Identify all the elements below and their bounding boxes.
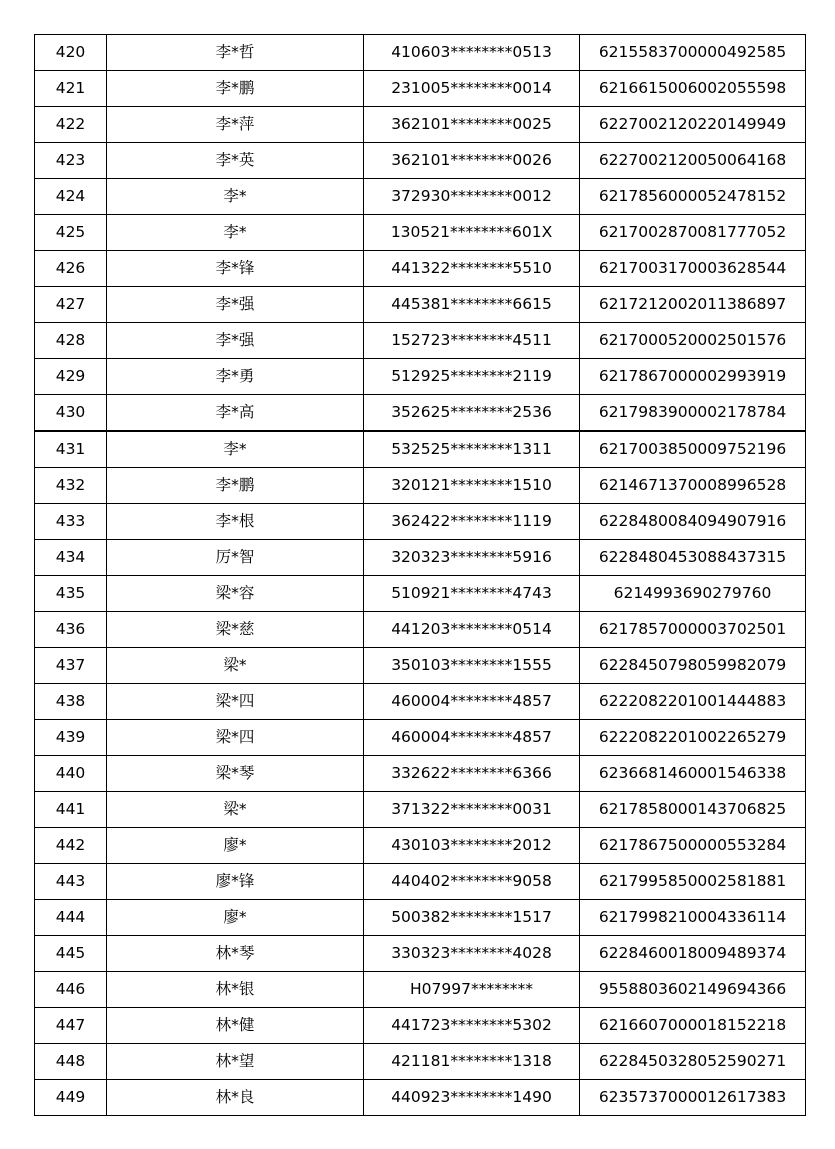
- account-number-cell: 6217003850009752196: [580, 431, 806, 468]
- row-number-cell: 437: [35, 648, 107, 684]
- table-row: [35, 395, 806, 432]
- id-number-cell: 510921********4743: [364, 576, 580, 612]
- account-number-cell: 6222082201002265279: [580, 720, 806, 756]
- id-number-cell: 460004********4857: [364, 684, 580, 720]
- account-number-cell: 6217857000003702501: [580, 612, 806, 648]
- name-cell: 梁*: [107, 648, 364, 684]
- table-row: [35, 323, 806, 359]
- table-row: [35, 792, 806, 828]
- id-number-cell: 512925********2119: [364, 359, 580, 395]
- id-number-cell: 350103********1555: [364, 648, 580, 684]
- id-number-cell: 460004********4857: [364, 720, 580, 756]
- id-number-cell: 445381********6615: [364, 287, 580, 323]
- table-row: [35, 648, 806, 684]
- row-number-cell: 423: [35, 143, 107, 179]
- table-row: [35, 612, 806, 648]
- row-number-cell: 433: [35, 504, 107, 540]
- id-number-cell: 332622********6366: [364, 756, 580, 792]
- id-number-cell: 441723********5302: [364, 1008, 580, 1044]
- row-number-cell: 422: [35, 107, 107, 143]
- id-number-cell: 441203********0514: [364, 612, 580, 648]
- id-number-cell: 362101********0026: [364, 143, 580, 179]
- table-row: [35, 179, 806, 215]
- name-cell: 李*根: [107, 504, 364, 540]
- account-number-cell: 6228450798059982079: [580, 648, 806, 684]
- id-number-cell: H07997********: [364, 972, 580, 1008]
- name-cell: 厉*智: [107, 540, 364, 576]
- name-cell: 李*高: [107, 395, 364, 432]
- account-number-cell: 6222082201001444883: [580, 684, 806, 720]
- account-number-cell: 6217856000052478152: [580, 179, 806, 215]
- account-number-cell: 6217998210004336114: [580, 900, 806, 936]
- table-row: [35, 1008, 806, 1044]
- account-number-cell: 6217995850002581881: [580, 864, 806, 900]
- table-row: [35, 720, 806, 756]
- row-number-cell: 428: [35, 323, 107, 359]
- row-number-cell: 447: [35, 1008, 107, 1044]
- account-number-cell: 6215583700000492585: [580, 35, 806, 71]
- row-number-cell: 441: [35, 792, 107, 828]
- row-number-cell: 436: [35, 612, 107, 648]
- id-number-cell: 421181********1318: [364, 1044, 580, 1080]
- name-cell: 梁*四: [107, 720, 364, 756]
- table-row: [35, 287, 806, 323]
- name-cell: 李*锋: [107, 251, 364, 287]
- table-row: [35, 251, 806, 287]
- id-number-cell: 430103********2012: [364, 828, 580, 864]
- account-number-cell: 6217858000143706825: [580, 792, 806, 828]
- name-cell: 李*鹏: [107, 71, 364, 107]
- name-cell: 李*勇: [107, 359, 364, 395]
- name-cell: 梁*: [107, 792, 364, 828]
- name-cell: 廖*: [107, 828, 364, 864]
- id-number-cell: 441322********5510: [364, 251, 580, 287]
- table-row: [35, 756, 806, 792]
- name-cell: 廖*: [107, 900, 364, 936]
- id-number-cell: 352625********2536: [364, 395, 580, 432]
- name-cell: 梁*容: [107, 576, 364, 612]
- row-number-cell: 438: [35, 684, 107, 720]
- row-number-cell: 424: [35, 179, 107, 215]
- table-row: [35, 215, 806, 251]
- row-number-cell: 420: [35, 35, 107, 71]
- table-row: [35, 576, 806, 612]
- account-number-cell: 6235737000012617383: [580, 1080, 806, 1116]
- account-number-cell: 6217983900002178784: [580, 395, 806, 432]
- table-row: [35, 684, 806, 720]
- row-number-cell: 446: [35, 972, 107, 1008]
- table-row: [35, 468, 806, 504]
- id-number-cell: 330323********4028: [364, 936, 580, 972]
- account-number-cell: 6217212002011386897: [580, 287, 806, 323]
- name-cell: 李*: [107, 431, 364, 468]
- table-row: [35, 540, 806, 576]
- id-number-cell: 320323********5916: [364, 540, 580, 576]
- row-number-cell: 427: [35, 287, 107, 323]
- account-number-cell: 6228460018009489374: [580, 936, 806, 972]
- id-number-cell: 130521********601X: [364, 215, 580, 251]
- table-row: [35, 864, 806, 900]
- row-number-cell: 425: [35, 215, 107, 251]
- table-row: [35, 936, 806, 972]
- account-number-cell: 6217867500000553284: [580, 828, 806, 864]
- account-number-cell: 6216615006002055598: [580, 71, 806, 107]
- account-number-cell: 6228480084094907916: [580, 504, 806, 540]
- name-cell: 林*望: [107, 1044, 364, 1080]
- name-cell: 李*哲: [107, 35, 364, 71]
- account-number-cell: 6228450328052590271: [580, 1044, 806, 1080]
- id-number-cell: 320121********1510: [364, 468, 580, 504]
- name-cell: 林*良: [107, 1080, 364, 1116]
- name-cell: 林*健: [107, 1008, 364, 1044]
- roster-table: [34, 34, 806, 1116]
- id-number-cell: 152723********4511: [364, 323, 580, 359]
- account-number-cell: 6217003170003628544: [580, 251, 806, 287]
- row-number-cell: 421: [35, 71, 107, 107]
- row-number-cell: 443: [35, 864, 107, 900]
- row-number-cell: 449: [35, 1080, 107, 1116]
- id-number-cell: 440402********9058: [364, 864, 580, 900]
- row-number-cell: 440: [35, 756, 107, 792]
- name-cell: 李*英: [107, 143, 364, 179]
- name-cell: 李*强: [107, 323, 364, 359]
- roster-table-body: [35, 35, 806, 1116]
- table-row: [35, 972, 806, 1008]
- row-number-cell: 432: [35, 468, 107, 504]
- row-number-cell: 431: [35, 431, 107, 468]
- account-number-cell: 6217867000002993919: [580, 359, 806, 395]
- name-cell: 廖*锋: [107, 864, 364, 900]
- id-number-cell: 410603********0513: [364, 35, 580, 71]
- account-number-cell: 9558803602149694366: [580, 972, 806, 1008]
- table-row: [35, 71, 806, 107]
- account-number-cell: 6228480453088437315: [580, 540, 806, 576]
- table-row: [35, 35, 806, 71]
- account-number-cell: 6217002870081777052: [580, 215, 806, 251]
- id-number-cell: 440923********1490: [364, 1080, 580, 1116]
- name-cell: 李*: [107, 179, 364, 215]
- table-row: [35, 1080, 806, 1116]
- name-cell: 林*银: [107, 972, 364, 1008]
- account-number-cell: 6217000520002501576: [580, 323, 806, 359]
- id-number-cell: 362422********1119: [364, 504, 580, 540]
- id-number-cell: 500382********1517: [364, 900, 580, 936]
- account-number-cell: 6216607000018152218: [580, 1008, 806, 1044]
- name-cell: 梁*四: [107, 684, 364, 720]
- row-number-cell: 439: [35, 720, 107, 756]
- account-number-cell: 6214671370008996528: [580, 468, 806, 504]
- name-cell: 李*强: [107, 287, 364, 323]
- row-number-cell: 434: [35, 540, 107, 576]
- table-row: [35, 828, 806, 864]
- row-number-cell: 429: [35, 359, 107, 395]
- row-number-cell: 445: [35, 936, 107, 972]
- table-row: [35, 1044, 806, 1080]
- row-number-cell: 426: [35, 251, 107, 287]
- name-cell: 梁*慈: [107, 612, 364, 648]
- table-row: [35, 900, 806, 936]
- name-cell: 梁*琴: [107, 756, 364, 792]
- account-number-cell: 6227002120050064168: [580, 143, 806, 179]
- row-number-cell: 448: [35, 1044, 107, 1080]
- id-number-cell: 371322********0031: [364, 792, 580, 828]
- name-cell: 李*萍: [107, 107, 364, 143]
- row-number-cell: 442: [35, 828, 107, 864]
- name-cell: 林*琴: [107, 936, 364, 972]
- account-number-cell: 6236681460001546338: [580, 756, 806, 792]
- id-number-cell: 362101********0025: [364, 107, 580, 143]
- id-number-cell: 231005********0014: [364, 71, 580, 107]
- table-row: [35, 143, 806, 179]
- row-number-cell: 430: [35, 395, 107, 432]
- id-number-cell: 372930********0012: [364, 179, 580, 215]
- table-row: [35, 107, 806, 143]
- name-cell: 李*鹏: [107, 468, 364, 504]
- account-number-cell: 6214993690279760: [580, 576, 806, 612]
- account-number-cell: 6227002120220149949: [580, 107, 806, 143]
- row-number-cell: 435: [35, 576, 107, 612]
- id-number-cell: 532525********1311: [364, 431, 580, 468]
- table-row: [35, 359, 806, 395]
- table-row: [35, 431, 806, 468]
- table-row: [35, 504, 806, 540]
- row-number-cell: 444: [35, 900, 107, 936]
- name-cell: 李*: [107, 215, 364, 251]
